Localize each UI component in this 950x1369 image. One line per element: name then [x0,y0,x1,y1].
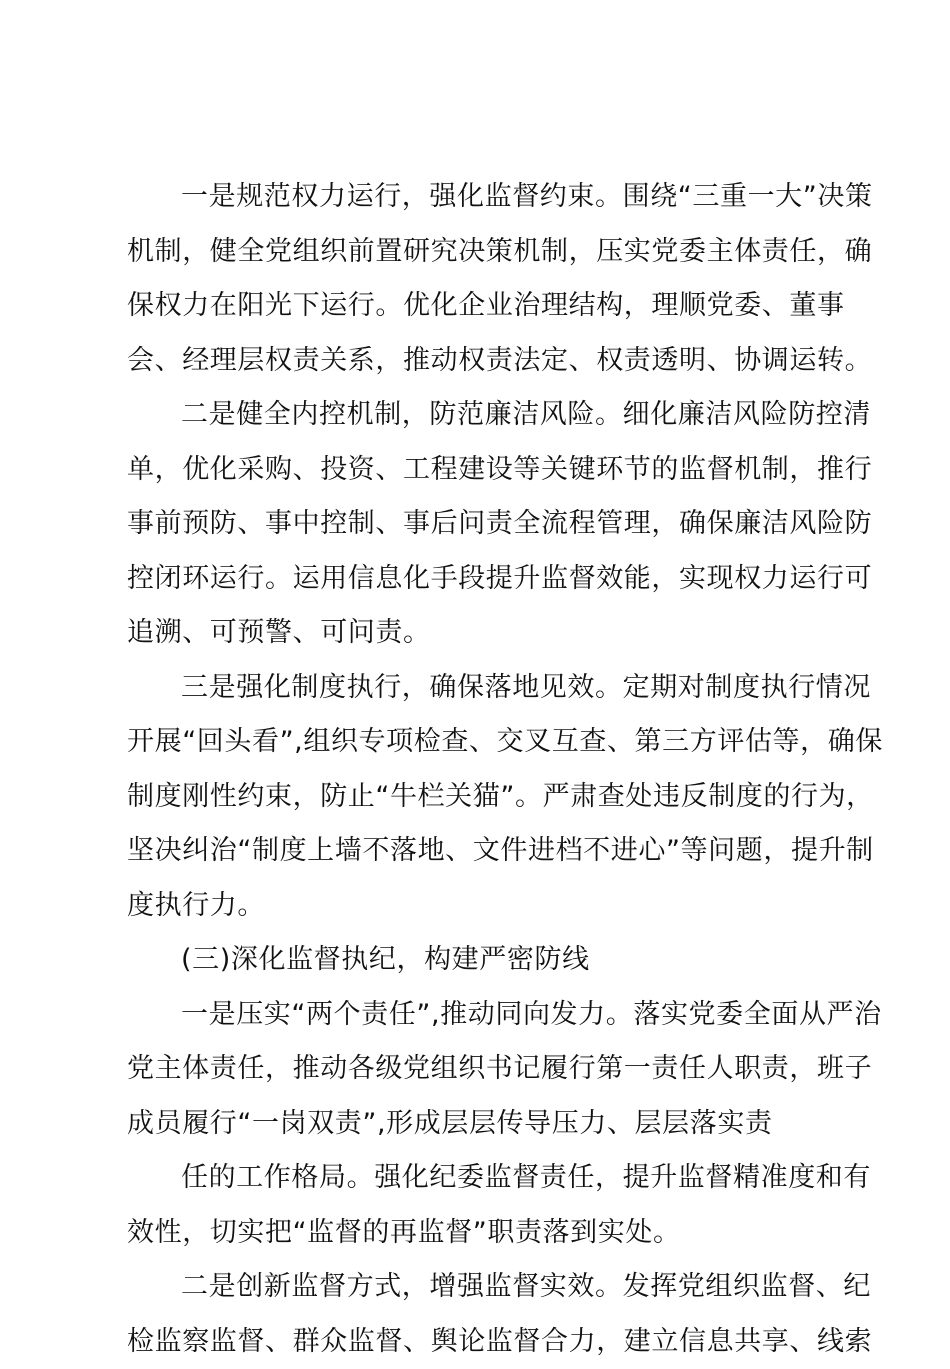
paragraph-line: 二是创新监督方式，增强监督实效。发挥党组织监督、纪 [127,1260,827,1315]
paragraph-line: 机制，健全党组织前置研究决策机制，压实党委主体责任，确 [127,225,827,280]
paragraph-line: 坚决纠治“制度上墙不落地、文件进档不进心”等问题，提升制 [127,824,827,879]
paragraph-line: 二是健全内控机制，防范廉洁风险。细化廉洁风险防控清 [127,388,827,443]
paragraph-line: 效性，切实把“监督的再监督”职责落到实处。 [127,1206,827,1261]
paragraph-line: 一是规范权力运行，强化监督约束。围绕“三重一大”决策 [127,170,827,225]
paragraph-line: 追溯、可预警、可问责。 [127,606,827,661]
paragraph-line: 任的工作格局。强化纪委监督责任，提升监督精准度和有 [127,1151,827,1206]
paragraph-line: 会、经理层权责关系，推动权责法定、权责透明、协调运转。 [127,334,827,389]
paragraph-line: 度执行力。 [127,879,827,934]
paragraph-line: 事前预防、事中控制、事后问责全流程管理，确保廉洁风险防 [127,497,827,552]
paragraph-line: 成员履行“一岗双责”,形成层层传导压力、层层落实责 [127,1097,827,1152]
paragraph-line: 一是压实“两个责任”,推动同向发力。落实党委全面从严治 [127,988,827,1043]
paragraph-line: 制度刚性约束，防止“牛栏关猫”。严肃查处违反制度的行为， [127,770,827,825]
paragraph-line: 单，优化采购、投资、工程建设等关键环节的监督机制，推行 [127,443,827,498]
paragraph-line: 控闭环运行。运用信息化手段提升监督效能，实现权力运行可 [127,552,827,607]
section-heading: (三)深化监督执纪，构建严密防线 [127,933,827,988]
paragraph-line: 保权力在阳光下运行。优化企业治理结构，理顺党委、董事 [127,279,827,334]
paragraph-line: 党主体责任，推动各级党组织书记履行第一责任人职责，班子 [127,1042,827,1097]
paragraph-line: 三是强化制度执行，确保落地见效。定期对制度执行情况 [127,661,827,716]
body-text [127,170,827,1369]
paragraph-line: 检监察监督、群众监督、舆论监督合力，建立信息共享、线索 [127,1315,827,1369]
paragraph-line: 开展“回头看”,组织专项检查、交叉互查、第三方评估等，确保 [127,715,827,770]
